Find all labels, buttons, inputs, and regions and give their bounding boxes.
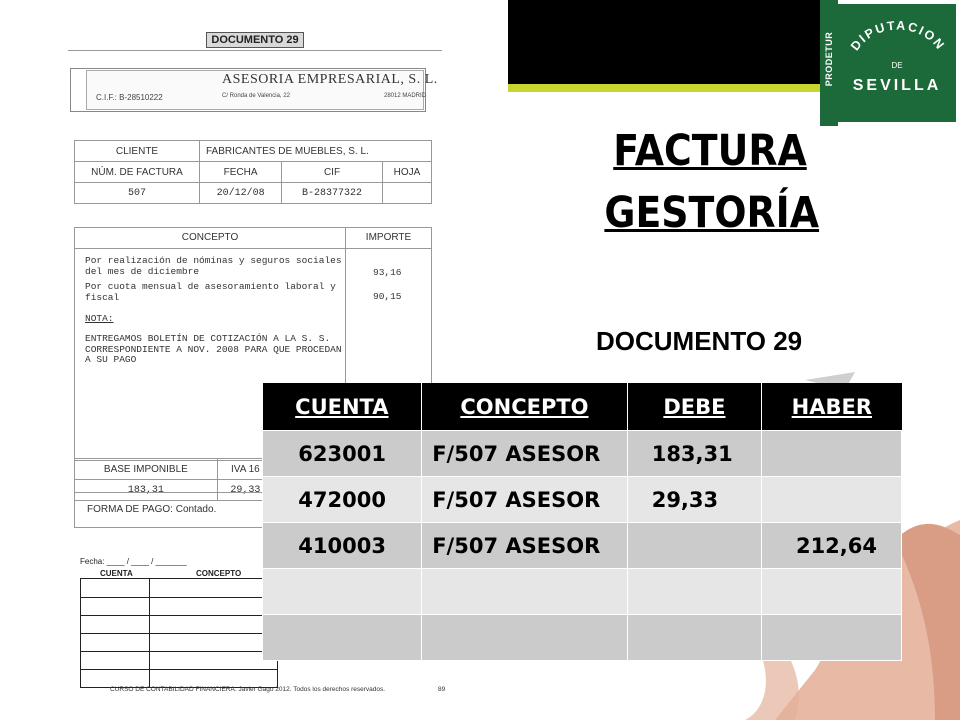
header-cuenta: CUENTA: [263, 383, 422, 431]
client-header-cell: CIF: [282, 162, 383, 183]
cell-concepto: [422, 569, 628, 615]
logo-bottom-text: SEVILLA: [852, 77, 942, 94]
scan-divider: [68, 50, 442, 51]
cliente-label: CLIENTE: [75, 141, 200, 162]
cell-debe: 183,31: [627, 431, 761, 477]
table-row: [263, 569, 902, 615]
journal-entry-table: [262, 383, 902, 661]
cell-cuenta: 623001: [263, 431, 422, 477]
client-value-cell: 20/12/08: [200, 183, 282, 204]
table-row: [263, 523, 902, 569]
cliente-value: FABRICANTES DE MUEBLES, S. L.: [200, 141, 432, 162]
cell-haber: 212,64: [762, 523, 902, 569]
cell-concepto: F/507 ASESOR: [422, 523, 628, 569]
base-value-cell: 29,33: [217, 480, 273, 501]
concept-header: CONCEPTO: [75, 228, 346, 249]
cell-debe: [627, 569, 761, 615]
importe-header: IMPORTE: [346, 228, 431, 249]
cell-debe: 29,33: [627, 477, 761, 523]
prodetur-label: PRODETUR: [824, 31, 834, 87]
client-value-cell: 507: [75, 183, 200, 204]
header-haber: HABER: [762, 383, 902, 431]
cell-concepto: F/507 ASESOR: [422, 431, 628, 477]
concept-line-2: Por cuota mensual de asesoramiento laboral y fiscal: [85, 281, 336, 303]
company-address: C/ Ronda de Valencia, 22: [222, 93, 290, 99]
logo-mid-text: DE: [891, 61, 903, 70]
cell-cuenta: [263, 615, 422, 661]
cell-haber: [762, 615, 902, 661]
title-line-2: GESTORÍA: [604, 188, 820, 238]
base-value-cell: 183,31: [75, 480, 218, 501]
nota-label: NOTA:: [85, 313, 114, 324]
company-cif: C.I.F.: B-28510222: [96, 93, 163, 102]
cell-cuenta: 410003: [263, 523, 422, 569]
cell-haber: [762, 477, 902, 523]
cell-concepto: F/507 ASESOR: [422, 477, 628, 523]
client-value-cell: B-28377322: [282, 183, 383, 204]
banner-black: [508, 0, 820, 84]
title-line-1: FACTURA: [613, 126, 807, 176]
table-header-row: [263, 383, 902, 431]
banner-green-stripe: [508, 84, 820, 92]
table-row: [263, 431, 902, 477]
page-title: [604, 120, 820, 244]
concept-amount-2: 90,15: [373, 291, 402, 302]
cell-debe: [627, 523, 761, 569]
client-header-cell: FECHA: [200, 162, 282, 183]
scan-page-number: 89: [438, 686, 446, 693]
forma-pago: FORMA DE PAGO: Contado.: [74, 492, 432, 528]
document-label: DOCUMENTO 29: [596, 326, 803, 356]
base-header-cell: BASE IMPONIBLE: [75, 459, 218, 480]
fecha-line: Fecha: ____ / ____ / _______: [80, 557, 187, 566]
table-row: [263, 615, 902, 661]
cell-cuenta: [263, 569, 422, 615]
company-name: ASESORIA EMPRESARIAL, S. L.: [222, 72, 438, 87]
company-city: 28012 MADRID: [384, 93, 427, 99]
prodetur-strip: [820, 0, 838, 126]
cell-haber: [762, 569, 902, 615]
client-table: [74, 140, 432, 204]
header-debe: DEBE: [627, 383, 761, 431]
diputacion-sevilla-logo: [838, 4, 956, 122]
scan-footer: CURSO DE CONTABILIDAD FINANCIERA. Javier Gago 2012. Todos los derechos reservados.: [110, 686, 386, 693]
client-header-cell: NÚM. DE FACTURA: [75, 162, 200, 183]
ledger-header-concepto: CONCEPTO: [196, 569, 242, 578]
concept-amount-1: 93,16: [373, 267, 402, 278]
header-concepto: CONCEPTO: [422, 383, 628, 431]
nota-text: ENTREGAMOS BOLETÍN DE COTIZACIÓN A LA S. S. CORRESPONDIENTE A NOV. 2008 PARA QUE PROCEDAN A SU PAGO: [85, 333, 342, 365]
ledger-header-cuenta: CUENTA: [100, 569, 133, 578]
cell-cuenta: 472000: [263, 477, 422, 523]
base-header-cell: IVA 16: [217, 459, 273, 480]
cell-haber: [762, 431, 902, 477]
client-header-cell: HOJA: [382, 162, 431, 183]
logo-top-text: DIPUTACION: [848, 18, 948, 54]
client-value-cell: [382, 183, 431, 204]
cell-debe: [627, 615, 761, 661]
cell-concepto: [422, 615, 628, 661]
scan-document-header: DOCUMENTO 29: [206, 32, 304, 48]
ledger-grid: [80, 578, 278, 688]
table-row: [263, 477, 902, 523]
concept-line-1: Por realización de nóminas y seguros sociales del mes de diciembre: [85, 255, 342, 277]
